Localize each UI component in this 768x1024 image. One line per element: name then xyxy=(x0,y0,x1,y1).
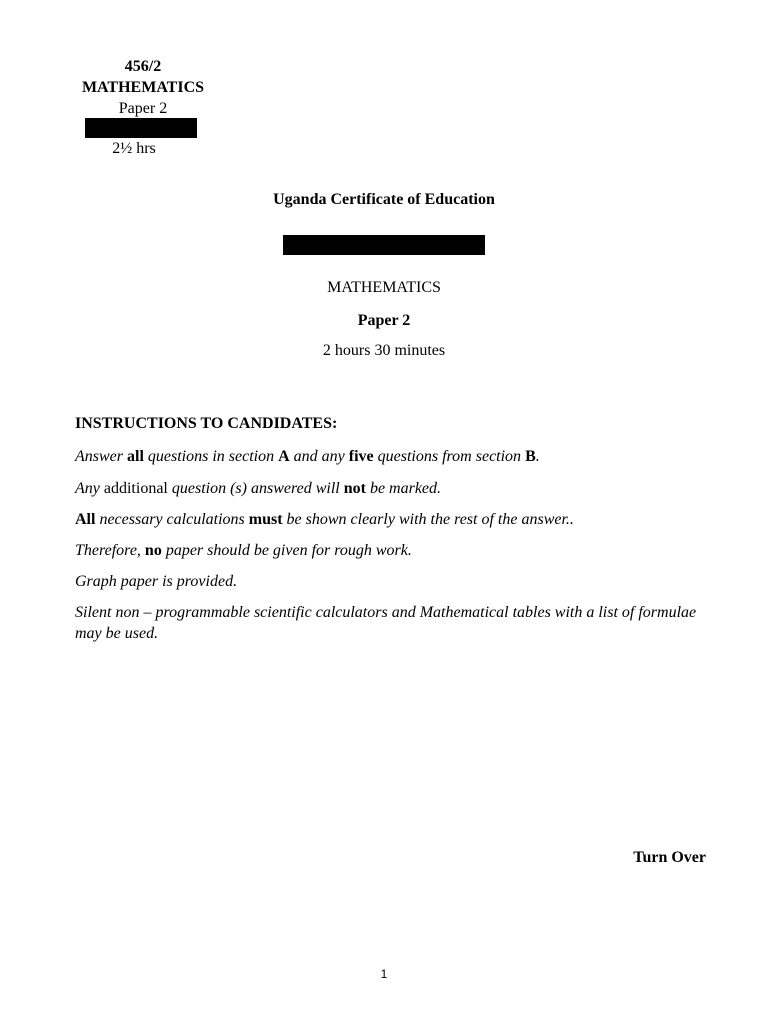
subject-title: MATHEMATICS xyxy=(327,279,441,296)
turn-over-label: Turn Over xyxy=(633,849,706,866)
redaction-bar-small xyxy=(85,118,197,138)
instruction-line-5: Graph paper is provided. xyxy=(75,573,238,590)
header-block xyxy=(70,56,216,119)
duration-short: 2½ hrs xyxy=(112,140,156,157)
instruction-line-2: Any additional question (s) answered will not be marked. xyxy=(75,480,442,497)
duration-full: 2 hours 30 minutes xyxy=(322,342,446,359)
paper-title: Paper 2 xyxy=(357,312,411,329)
instructions-heading: INSTRUCTIONS TO CANDIDATES: xyxy=(75,415,338,432)
instruction-line-6: Silent non – programmable scientific calculators and Mathematical tables with a list of formulae may be used. xyxy=(75,604,697,642)
redaction-bar-large xyxy=(283,235,485,255)
page-number: 1 xyxy=(380,967,388,981)
certificate-title: Uganda Certificate of Education xyxy=(273,191,495,208)
subject-label: MATHEMATICS xyxy=(81,79,205,96)
paper-label: Paper 2 xyxy=(118,100,168,117)
instruction-line-1: Answer all questions in section A and any five questions from section B. xyxy=(75,448,540,465)
instruction-line-3: All necessary calculations must be shown clearly with the rest of the answer.. xyxy=(75,511,574,528)
instruction-line-4: Therefore, no paper should be given for rough work. xyxy=(75,542,412,559)
paper-code: 456/2 xyxy=(124,58,162,75)
